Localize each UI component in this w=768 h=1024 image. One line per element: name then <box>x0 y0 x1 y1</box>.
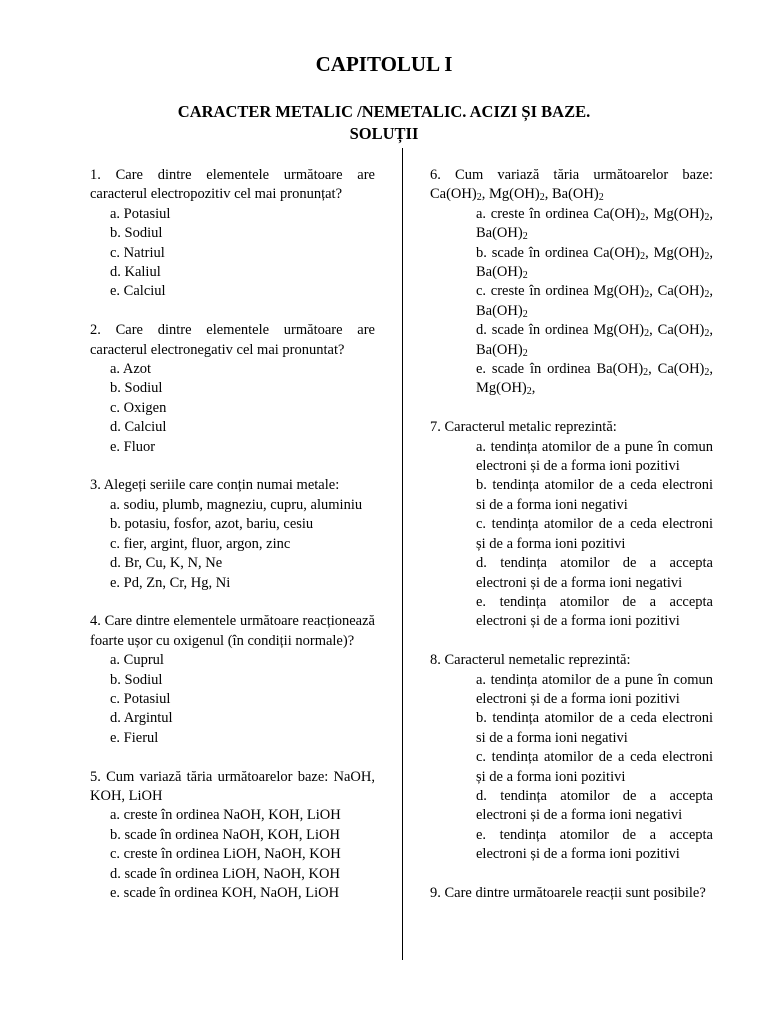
answer-option: d. tendința atomilor de a accepta electroni și de a forma ioni negativi <box>476 555 713 591</box>
chapter-title: CAPITOLUL I <box>315 52 453 76</box>
subtitle-line-2: SOLUȚII <box>349 124 419 143</box>
answer-option: b. scade în ordinea NaOH, KOH, LiOH <box>110 826 340 843</box>
answer-option: c. creste în ordinea $Mg(OH)_2$, $Ca(OH)_2$, $Ba(OH)_2$ <box>476 283 713 320</box>
answer-option: b. Sodiul <box>110 671 163 688</box>
answer-option: a. Azot <box>110 361 152 378</box>
answer-option: b. tendința atomilor de a ceda electroni si de a forma ioni negativi <box>476 710 713 746</box>
question-2 <box>90 321 375 457</box>
answer-option: e. Pd, Zn, Cr, Hg, Ni <box>110 574 231 591</box>
answer-option: c. Natriul <box>110 244 165 261</box>
question-stem: 5. Cum variază tăria următoarelor baze: NaOH, KOH, LiOH <box>90 768 375 804</box>
question-stem: 9. Care dintre următoarele reacții sunt posibile? <box>430 884 706 901</box>
answer-option: e. tendința atomilor de a accepta electroni și de a forma ioni pozitivi <box>476 826 713 863</box>
answer-option: e. Fierul <box>110 729 159 746</box>
question-stem: 1. Care dintre elementele următoare are caracterul electropozitiv cel mai pronunțat? <box>90 167 375 203</box>
question-stem: 6. Cum variază tăria următoarelor baze: $Ca(OH)_2$, $Mg(OH)_2$, $Ba(OH)_2$ <box>430 167 713 204</box>
answer-option: b. Sodiul <box>110 225 163 242</box>
answer-option: e. scade în ordinea $Ba(OH)_2$, $Ca(OH)_2$, $Mg(OH)_2$, <box>476 361 713 398</box>
answer-option: d. tendința atomilor de a accepta electroni și de a forma ioni negativi <box>476 787 713 824</box>
subtitle-line-1: CARACTER METALIC /NEMETALIC. ACIZI ȘI BAZE. <box>177 102 591 121</box>
answer-option: a. Potasiul <box>110 205 171 222</box>
answer-option: d. Br, Cu, K, N, Ne <box>110 555 223 572</box>
answer-option: e. Fluor <box>110 438 156 455</box>
left-column <box>90 166 375 923</box>
answer-option: a. tendința atomilor de a pune în comun electroni și de a forma ioni pozitivi <box>476 671 713 707</box>
answer-option: b. tendința atomilor de a ceda electroni si de a forma ioni negativi <box>476 477 713 513</box>
answer-option: b. potasiu, fosfor, azot, bariu, cesiu <box>110 516 314 533</box>
answer-option: c. Oxigen <box>110 399 167 416</box>
question-1 <box>90 166 375 302</box>
answer-option: e. tendința atomilor de a accepta electroni și de a forma ioni pozitivi <box>476 593 713 630</box>
answer-option: a. creste în ordinea NaOH, KOH, LiOH <box>110 807 341 824</box>
question-5 <box>90 768 375 904</box>
chapter-subtitle <box>0 101 768 145</box>
answer-option: a. Cuprul <box>110 652 164 669</box>
right-column <box>430 166 713 923</box>
answer-option: d. Kaliul <box>110 264 161 281</box>
question-3 <box>430 651 713 864</box>
answer-option: e. Calciul <box>110 283 166 300</box>
question-stem: 4. Care dintre elementele următoare reacționează foarte ușor cu oxigenul (în condiții normale)? <box>90 613 375 649</box>
question-stem: 8. Caracterul nemetalic reprezintă: <box>430 652 631 669</box>
answer-option: a. creste în ordinea $Ca(OH)_2$, $Mg(OH)_2$, $Ba(OH)_2$ <box>476 205 713 243</box>
answer-option: a. sodiu, plumb, magneziu, cupru, aluminiu <box>110 496 363 513</box>
answer-option: c. tendința atomilor de a ceda electroni și de a forma ioni pozitivi <box>476 749 713 785</box>
question-4 <box>90 612 375 748</box>
answer-option: e. scade în ordinea KOH, NaOH, LiOH <box>110 884 340 901</box>
question-stem: 3. Alegeți seriile care conțin numai metale: <box>90 477 340 494</box>
answer-option: c. Potasiul <box>110 690 171 707</box>
question-3 <box>90 476 375 592</box>
question-2 <box>430 418 713 631</box>
answer-option: c. fier, argint, fluor, argon, zinc <box>110 535 291 552</box>
answer-option: d. Argintul <box>110 710 173 727</box>
answer-option: c. creste în ordinea LiOH, NaOH, KOH <box>110 846 341 863</box>
answer-option: c. tendința atomilor de a ceda electroni și de a forma ioni pozitivi <box>476 516 713 552</box>
question-stem: 7. Caracterul metalic reprezintă: <box>430 419 617 436</box>
question-4 <box>430 884 713 903</box>
question-stem: 2. Care dintre elementele următoare are caracterul electronegativ cel mai pronuntat? <box>90 322 375 358</box>
question-1 <box>430 166 713 399</box>
answer-option: d. scade în ordinea LiOH, NaOH, KOH <box>110 865 340 882</box>
answer-option: a. tendința atomilor de a pune în comun electroni și de a forma ioni pozitivi <box>476 438 713 475</box>
answer-option: b. Sodiul <box>110 380 163 397</box>
answer-option: d. scade în ordinea $Mg(OH)_2$, $Ca(OH)_2$, $Ba(OH)_2$ <box>476 322 713 359</box>
answer-option: d. Calciul <box>110 419 167 436</box>
column-divider <box>402 148 403 960</box>
answer-option: b. scade în ordinea $Ca(OH)_2$, $Mg(OH)_2$, $Ba(OH)_2$ <box>476 244 713 282</box>
